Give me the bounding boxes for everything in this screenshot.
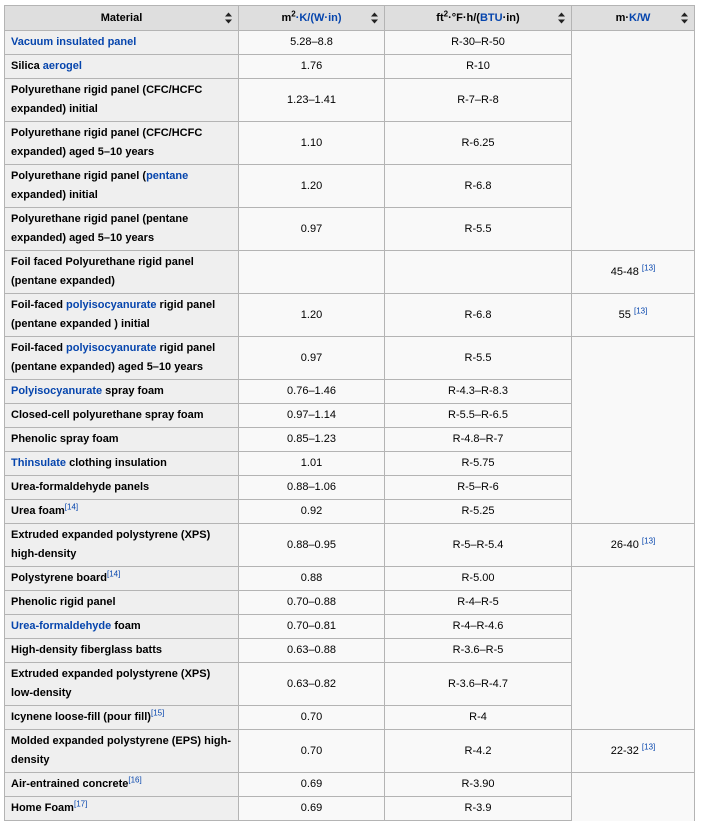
citation-link[interactable]: [14] [64,502,79,512]
table-row [5,500,695,524]
table-row [5,251,695,294]
imperial-value-cell: R-3.90 [385,773,572,797]
sort-icon[interactable] [681,13,688,24]
metric-value-cell: 1.23–1.41 [239,79,385,122]
mkw-value-cell [572,122,695,165]
column-header-mkw[interactable] [572,6,695,31]
table-row [5,591,695,615]
imperial-header-unit: ft [436,12,444,24]
material-text: Icynene loose-fill (pour fill) [11,711,151,723]
material-cell [5,476,239,500]
material-text: Home Foam [11,802,74,814]
material-text: Extruded expanded polystyrene (XPS) high-density [11,529,211,560]
mkw-value-cell [572,337,695,380]
citation-link[interactable]: [17] [73,799,88,809]
mkw-value-cell [572,797,695,821]
mkw-value-cell [572,663,695,706]
citation-link[interactable]: [14] [106,569,121,579]
imperial-value-cell: R-5.5 [385,337,572,380]
mkw-value: 26-40 [610,538,639,551]
table-row [5,55,695,79]
material-link[interactable]: Thinsulate [11,457,67,469]
metric-value-cell: 0.97 [239,208,385,251]
imperial-value-cell: R-4 [385,706,572,730]
material-cell [5,524,239,567]
metric-value-cell: 0.63–0.82 [239,663,385,706]
material-text: Closed-cell polyurethane spray foam [11,409,204,421]
table-row [5,31,695,55]
material-cell [5,591,239,615]
imperial-value-cell: R-5.00 [385,567,572,591]
table-row [5,476,695,500]
column-header-material[interactable] [5,6,239,31]
material-text: Urea-formaldehyde panels [11,481,150,493]
material-text: Urea foam [11,505,65,517]
material-text: Polyurethane rigid panel (CFC/HCFC expanded) aged 5–10 years [11,127,203,158]
mkw-value-cell [572,730,695,773]
header-row [5,6,695,31]
metric-value-cell: 1.01 [239,452,385,476]
material-link[interactable]: polyisocyanurate [66,342,157,354]
insulation-r-value-table [4,5,695,821]
table-row [5,79,695,122]
table-row [5,524,695,567]
imperial-value-cell: R-7–R-8 [385,79,572,122]
material-cell [5,380,239,404]
table-row [5,797,695,821]
table-row [5,706,695,730]
metric-header-label [281,9,342,24]
clipped-caption-strip [0,0,703,4]
material-text-suffix: rigid panel (pentane expanded) aged 5–10 years [11,342,216,373]
mkw-value-cell [572,639,695,663]
metric-value-cell: 0.70 [239,730,385,773]
metric-value-cell: 5.28–8.8 [239,31,385,55]
material-cell [5,294,239,337]
material-cell [5,773,239,797]
material-text: Polyurethane rigid panel (pentane expanded) aged 5–10 years [11,213,189,244]
table-row [5,208,695,251]
metric-value-cell: 0.70–0.88 [239,591,385,615]
mkw-header-unit: m· [615,12,630,24]
column-header-imperial[interactable] [385,6,572,31]
material-link[interactable]: aerogel [42,60,82,72]
material-text: Polyurethane rigid panel (CFC/HCFC expanded) initial [11,84,203,115]
table-row [5,663,695,706]
table-row [5,122,695,165]
material-cell [5,337,239,380]
imperial-value-cell: R-10 [385,55,572,79]
imperial-value-cell: R-5.75 [385,452,572,476]
mkw-value-cell [572,165,695,208]
sort-icon[interactable] [558,13,565,24]
mkw-value-cell [572,208,695,251]
imperial-value-cell: R-4–R-4.6 [385,615,572,639]
material-link[interactable]: pentane [146,170,189,182]
imperial-value-cell: R-5–R-5.4 [385,524,572,567]
mkw-value-cell [572,706,695,730]
material-cell [5,251,239,294]
imperial-value-cell: R-6.25 [385,122,572,165]
metric-value-cell: 1.20 [239,294,385,337]
material-text: Extruded expanded polystyrene (XPS) low-density [11,668,211,699]
metric-value-cell: 0.85–1.23 [239,428,385,452]
material-text: Polyurethane rigid panel ( [11,170,147,182]
material-text: Foil-faced [11,299,67,311]
citation-link[interactable]: [16] [128,775,142,785]
mkw-value-cell [572,31,695,55]
material-text: Silica [11,60,43,72]
table-row [5,337,695,380]
table-row [5,165,695,208]
sort-icon[interactable] [225,13,232,24]
imperial-value-cell: R-4–R-5 [385,591,572,615]
table-row [5,615,695,639]
material-text: High-density fiberglass batts [11,644,162,656]
imperial-value-cell: R-6.8 [385,294,572,337]
table-row [5,428,695,452]
imperial-value-cell: R-5.5 [385,208,572,251]
mkw-value-cell [572,524,695,567]
material-cell [5,208,239,251]
table-row [5,639,695,663]
mkw-value-cell [572,404,695,428]
metric-value-cell: 0.88 [239,567,385,591]
imperial-value-cell: R-5.5–R-6.5 [385,404,572,428]
mkw-value-cell [572,251,695,294]
material-text: Phenolic spray foam [11,433,119,445]
table-body [5,31,695,821]
material-text: Foil-faced [11,342,67,354]
material-text-suffix: foam [111,620,141,632]
mkw-value-cell [572,294,695,337]
imperial-value-cell: R-4.8–R-7 [385,428,572,452]
mkw-value-cell [572,567,695,591]
imperial-value-cell: R-5.25 [385,500,572,524]
citation-link[interactable]: [13] [641,262,656,272]
material-cell [5,165,239,208]
table-row [5,567,695,591]
mkw-value-cell [572,591,695,615]
metric-value-cell: 0.70 [239,706,385,730]
column-header-metric[interactable] [239,6,385,31]
material-cell [5,122,239,165]
material-text: Molded expanded polystyrene (EPS) high-density [11,735,232,766]
imperial-header-exponent: 2 [443,9,449,19]
btu-link[interactable]: BTU [479,12,503,24]
material-link[interactable]: Vacuum insulated panel [11,36,137,48]
mkw-value: 55 [618,308,631,321]
material-text-suffix: rigid panel (pentane expanded ) initial [11,299,216,330]
imperial-value-cell: R-3.9 [385,797,572,821]
citation-link[interactable]: [15] [150,708,165,718]
citation-link[interactable]: [13] [641,535,656,545]
metric-value-cell: 1.76 [239,55,385,79]
mkw-value-cell [572,476,695,500]
material-cell [5,55,239,79]
material-cell [5,730,239,773]
imperial-value-cell: R-6.8 [385,165,572,208]
material-cell [5,452,239,476]
material-cell [5,615,239,639]
metric-value-cell: 0.69 [239,797,385,821]
mkw-value: 22-32 [610,744,639,757]
mkw-header-label [616,12,651,24]
material-cell [5,428,239,452]
material-cell [5,404,239,428]
table-row [5,404,695,428]
mkw-value-cell [572,79,695,122]
metric-header-link[interactable]: ·K/(W·in) [295,12,342,24]
material-link[interactable]: Polyisocyanurate [11,385,103,397]
imperial-value-cell: R-3.6–R-5 [385,639,572,663]
mkw-value-cell [572,380,695,404]
material-link[interactable]: polyisocyanurate [66,299,157,311]
table-row [5,452,695,476]
material-header-label: Material [100,12,143,24]
imperial-value-cell: R-4.2 [385,730,572,773]
material-cell [5,797,239,821]
citation-link[interactable]: [13] [641,741,656,751]
mkw-value-cell [572,452,695,476]
sort-icon[interactable] [371,13,378,24]
metric-value-cell: 0.70–0.81 [239,615,385,639]
table-row [5,294,695,337]
table-row [5,730,695,773]
material-cell [5,663,239,706]
metric-header-unit: m [281,12,292,24]
material-cell [5,31,239,55]
metric-header-exponent: 2 [291,9,296,19]
imperial-value-cell: R-30–R-50 [385,31,572,55]
imperial-header-mid: ·°F·h/( [448,12,480,24]
metric-value-cell: 0.88–0.95 [239,524,385,567]
imperial-value-cell: R-5–R-6 [385,476,572,500]
metric-value-cell: 0.63–0.88 [239,639,385,663]
material-text-suffix: clothing insulation [66,457,167,469]
metric-value-cell: 0.69 [239,773,385,797]
mkw-value-cell [572,773,695,797]
mkw-value-cell [572,55,695,79]
material-cell [5,500,239,524]
mkw-value-cell [572,500,695,524]
metric-value-cell: 0.92 [239,500,385,524]
material-text: Air-entrained concrete [11,778,129,790]
metric-value-cell: 1.20 [239,165,385,208]
material-cell [5,639,239,663]
mkw-value-cell [572,428,695,452]
citation-link[interactable]: [13] [633,305,648,315]
imperial-value-cell: R-3.6–R-4.7 [385,663,572,706]
material-cell [5,706,239,730]
mkw-value-cell [572,615,695,639]
mkw-value: 45-48 [610,265,639,278]
imperial-value-cell: R-4.3–R-8.3 [385,380,572,404]
material-link[interactable]: Urea-formaldehyde [11,620,112,632]
material-text-suffix: expanded) initial [11,189,98,201]
metric-value-cell: 1.10 [239,122,385,165]
table-row [5,380,695,404]
metric-value-cell: 0.97–1.14 [239,404,385,428]
metric-value-cell: 0.97 [239,337,385,380]
kw-link[interactable]: K/W [629,12,651,24]
table-row [5,773,695,797]
material-text: Phenolic rigid panel [11,596,116,608]
material-text-suffix: spray foam [102,385,164,397]
metric-value-cell: 0.88–1.06 [239,476,385,500]
metric-value-cell [239,251,385,294]
material-text: Polystyrene board [11,572,107,584]
material-cell [5,79,239,122]
imperial-header-label [436,9,520,24]
material-cell [5,567,239,591]
metric-value-cell: 0.76–1.46 [239,380,385,404]
imperial-value-cell [385,251,572,294]
material-text: Foil faced Polyurethane rigid panel (pentane expanded) [11,256,194,287]
imperial-header-tail: ·in) [502,12,520,24]
